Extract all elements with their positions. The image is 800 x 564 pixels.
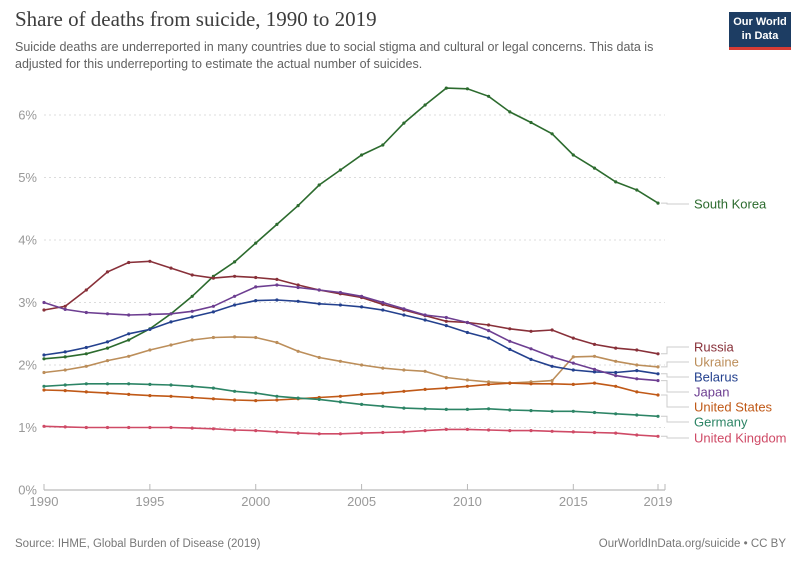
data-point-south-korea: [297, 204, 300, 207]
source-note[interactable]: Source: IHME, Global Burden of Disease (2019): [15, 538, 261, 550]
line-germany[interactable]: [44, 384, 658, 417]
data-point-ukraine: [445, 376, 448, 379]
data-point-germany: [254, 392, 257, 395]
data-point-russia: [487, 323, 490, 326]
data-point-ukraine: [593, 355, 596, 358]
data-point-germany: [466, 408, 469, 411]
data-point-germany: [424, 407, 427, 410]
data-point-ukraine: [466, 378, 469, 381]
label-connector-united-kingdom: [661, 436, 689, 438]
data-point-united-states: [254, 399, 257, 402]
data-point-united-states: [169, 395, 172, 398]
data-point-belarus: [466, 331, 469, 334]
data-point-belarus: [551, 365, 554, 368]
data-point-germany: [212, 387, 215, 390]
data-point-belarus: [106, 340, 109, 343]
data-point-united-states: [424, 388, 427, 391]
data-point-united-kingdom: [148, 426, 151, 429]
data-point-germany: [233, 390, 236, 393]
data-point-germany: [635, 413, 638, 416]
data-point-belarus: [572, 368, 575, 371]
data-point-united-kingdom: [508, 429, 511, 432]
data-point-germany: [508, 408, 511, 411]
data-point-japan: [424, 313, 427, 316]
label-connector-united-states: [661, 395, 689, 407]
data-point-united-states: [212, 397, 215, 400]
data-point-ukraine: [127, 355, 130, 358]
data-point-russia: [445, 320, 448, 323]
data-point-united-states: [42, 388, 45, 391]
owid-logo-line1: Our World: [733, 16, 787, 28]
data-point-germany: [275, 395, 278, 398]
data-point-japan: [212, 305, 215, 308]
data-point-belarus: [529, 358, 532, 361]
owid-logo-line2: in Data: [741, 30, 779, 43]
data-point-belarus: [85, 346, 88, 349]
data-point-ukraine: [148, 348, 151, 351]
data-point-south-korea: [508, 110, 511, 113]
data-point-united-states: [487, 383, 490, 386]
data-point-ukraine: [614, 360, 617, 363]
data-point-japan: [275, 283, 278, 286]
data-point-ukraine: [551, 379, 554, 382]
data-point-ukraine: [212, 336, 215, 339]
data-point-germany: [487, 407, 490, 410]
owid-logo[interactable]: [729, 12, 791, 50]
data-point-south-korea: [487, 95, 490, 98]
data-point-japan: [297, 286, 300, 289]
data-point-russia: [254, 276, 257, 279]
x-tick-label: 1995: [135, 494, 165, 509]
y-tick-label: 1%: [18, 420, 37, 435]
data-point-belarus: [445, 324, 448, 327]
data-point-russia: [614, 347, 617, 350]
data-point-united-states: [635, 390, 638, 393]
data-point-united-states: [572, 383, 575, 386]
data-point-south-korea: [445, 87, 448, 90]
data-point-united-states: [402, 390, 405, 393]
data-point-united-states: [85, 390, 88, 393]
data-point-united-kingdom: [85, 426, 88, 429]
data-point-germany: [339, 400, 342, 403]
data-point-germany: [381, 405, 384, 408]
data-point-united-kingdom: [593, 431, 596, 434]
series-label-ukraine[interactable]: Ukraine: [694, 354, 739, 370]
data-point-japan: [148, 313, 151, 316]
data-point-united-kingdom: [191, 427, 194, 430]
data-point-belarus: [254, 299, 257, 302]
label-connector-russia: [661, 347, 689, 354]
data-point-united-kingdom: [656, 435, 659, 438]
data-point-japan: [169, 312, 172, 315]
data-point-russia: [529, 330, 532, 333]
data-point-south-korea: [529, 121, 532, 124]
data-point-ukraine: [275, 341, 278, 344]
y-tick-label: 4%: [18, 232, 37, 248]
data-point-united-states: [614, 385, 617, 388]
data-point-belarus: [148, 328, 151, 331]
data-point-south-korea: [318, 183, 321, 186]
data-point-south-korea: [614, 180, 617, 183]
data-point-ukraine: [381, 367, 384, 370]
data-point-united-kingdom: [233, 428, 236, 431]
data-point-united-kingdom: [254, 429, 257, 432]
data-point-united-states: [148, 394, 151, 397]
data-point-south-korea: [424, 103, 427, 106]
data-point-germany: [551, 410, 554, 413]
series-label-belarus[interactable]: Belarus: [694, 369, 739, 385]
data-point-japan: [402, 307, 405, 310]
data-point-united-kingdom: [318, 432, 321, 435]
data-point-south-korea: [339, 168, 342, 171]
series-label-south-korea[interactable]: South Korea: [694, 196, 767, 212]
data-point-united-kingdom: [42, 425, 45, 428]
data-point-united-states: [191, 396, 194, 399]
label-connector-germany: [661, 416, 689, 422]
data-point-russia: [212, 277, 215, 280]
data-point-germany: [42, 385, 45, 388]
data-point-germany: [572, 410, 575, 413]
data-point-germany: [64, 383, 67, 386]
data-point-united-states: [275, 398, 278, 401]
data-point-japan: [656, 379, 659, 382]
x-tick-label: 2005: [347, 494, 377, 509]
data-point-ukraine: [635, 363, 638, 366]
data-point-belarus: [635, 369, 638, 372]
line-russia[interactable]: [44, 261, 658, 354]
data-point-japan: [381, 301, 384, 304]
data-point-japan: [233, 295, 236, 298]
data-point-united-kingdom: [360, 432, 363, 435]
data-point-united-states: [656, 393, 659, 396]
data-point-ukraine: [233, 335, 236, 338]
data-point-japan: [127, 313, 130, 316]
data-point-united-kingdom: [212, 427, 215, 430]
data-point-belarus: [64, 350, 67, 353]
data-point-ukraine: [339, 360, 342, 363]
x-tick-label: 1990: [29, 494, 59, 509]
line-united-states[interactable]: [44, 383, 658, 401]
data-point-ukraine: [254, 336, 257, 339]
y-tick-label: 0%: [18, 482, 37, 498]
data-point-belarus: [381, 308, 384, 311]
data-point-united-kingdom: [402, 430, 405, 433]
data-point-russia: [656, 352, 659, 355]
data-point-ukraine: [402, 368, 405, 371]
data-point-south-korea: [635, 188, 638, 191]
data-point-germany: [106, 382, 109, 385]
data-point-united-states: [466, 385, 469, 388]
data-point-ukraine: [360, 363, 363, 366]
data-point-russia: [275, 278, 278, 281]
data-point-ukraine: [169, 343, 172, 346]
data-point-united-kingdom: [297, 432, 300, 435]
data-point-united-kingdom: [381, 431, 384, 434]
data-point-japan: [64, 308, 67, 311]
data-point-south-korea: [572, 153, 575, 156]
data-point-belarus: [318, 302, 321, 305]
data-point-germany: [148, 383, 151, 386]
data-point-russia: [42, 308, 45, 311]
data-point-united-kingdom: [275, 430, 278, 433]
data-point-russia: [593, 343, 596, 346]
data-point-united-kingdom: [551, 430, 554, 433]
data-point-japan: [572, 362, 575, 365]
data-point-united-states: [233, 398, 236, 401]
data-point-south-korea: [360, 153, 363, 156]
data-point-belarus: [191, 315, 194, 318]
data-point-japan: [85, 311, 88, 314]
data-point-ukraine: [106, 359, 109, 362]
data-point-japan: [529, 347, 532, 350]
data-point-united-kingdom: [614, 432, 617, 435]
data-point-united-kingdom: [106, 426, 109, 429]
data-point-belarus: [508, 348, 511, 351]
data-point-united-kingdom: [529, 429, 532, 432]
x-tick-label: 2015: [558, 494, 588, 509]
data-point-united-kingdom: [339, 432, 342, 435]
data-point-united-states: [551, 382, 554, 385]
data-point-south-korea: [254, 242, 257, 245]
label-connector-south-korea: [661, 203, 689, 204]
data-point-japan: [254, 285, 257, 288]
data-point-south-korea: [42, 357, 45, 360]
line-ukraine[interactable]: [44, 337, 658, 383]
data-point-germany: [191, 385, 194, 388]
data-point-japan: [551, 355, 554, 358]
data-point-united-states: [339, 395, 342, 398]
data-point-united-kingdom: [424, 429, 427, 432]
y-tick-label: 5%: [18, 170, 37, 185]
line-south-korea[interactable]: [44, 88, 658, 359]
data-point-russia: [85, 288, 88, 291]
data-point-russia: [551, 328, 554, 331]
data-point-japan: [42, 301, 45, 304]
data-point-ukraine: [42, 371, 45, 374]
data-point-united-kingdom: [64, 425, 67, 428]
data-point-japan: [339, 291, 342, 294]
data-point-japan: [487, 329, 490, 332]
data-point-south-korea: [275, 223, 278, 226]
data-point-united-kingdom: [487, 428, 490, 431]
label-connector-japan: [661, 381, 689, 392]
data-point-belarus: [275, 298, 278, 301]
data-point-russia: [635, 348, 638, 351]
data-point-germany: [656, 415, 659, 418]
data-point-united-kingdom: [572, 430, 575, 433]
x-tick-label: 2019: [643, 494, 673, 509]
data-point-belarus: [127, 332, 130, 335]
data-point-united-states: [529, 382, 532, 385]
data-point-germany: [127, 382, 130, 385]
data-point-ukraine: [572, 355, 575, 358]
data-point-united-states: [445, 387, 448, 390]
series-label-germany[interactable]: Germany: [694, 414, 748, 430]
data-point-south-korea: [233, 260, 236, 263]
data-point-belarus: [656, 372, 659, 375]
data-point-germany: [169, 383, 172, 386]
data-point-south-korea: [85, 352, 88, 355]
data-point-japan: [191, 310, 194, 313]
data-point-belarus: [487, 337, 490, 340]
data-point-south-korea: [551, 132, 554, 135]
data-point-russia: [508, 327, 511, 330]
data-point-united-kingdom: [466, 428, 469, 431]
data-point-russia: [191, 273, 194, 276]
page-title: Share of deaths from suicide, 1990 to 2019: [15, 7, 377, 31]
data-point-belarus: [360, 305, 363, 308]
data-point-japan: [318, 288, 321, 291]
data-point-russia: [169, 267, 172, 270]
data-point-united-states: [360, 393, 363, 396]
data-point-germany: [614, 412, 617, 415]
data-point-ukraine: [656, 365, 659, 368]
data-point-belarus: [233, 303, 236, 306]
data-point-united-states: [106, 392, 109, 395]
x-tick-label: 2010: [452, 494, 482, 509]
data-point-russia: [572, 337, 575, 340]
data-point-united-states: [508, 382, 511, 385]
data-point-russia: [127, 261, 130, 264]
chart-subtitle: Suicide deaths are underreported in many countries due to social stigma and cultural or legal concerns. This data is adjusted for this underreporting to estimate the actual number of suicides.: [15, 40, 654, 72]
data-point-ukraine: [64, 368, 67, 371]
data-point-belarus: [402, 313, 405, 316]
data-point-ukraine: [318, 356, 321, 359]
data-point-south-korea: [127, 338, 130, 341]
data-point-germany: [402, 407, 405, 410]
data-point-south-korea: [593, 167, 596, 170]
series-label-united-states[interactable]: United States: [694, 399, 773, 415]
label-connector-ukraine: [661, 362, 689, 367]
data-point-germany: [318, 398, 321, 401]
data-point-south-korea: [106, 347, 109, 350]
data-point-belarus: [212, 310, 215, 313]
data-point-ukraine: [424, 370, 427, 373]
data-point-belarus: [614, 371, 617, 374]
data-point-japan: [360, 295, 363, 298]
data-point-united-states: [127, 393, 130, 396]
data-point-belarus: [297, 300, 300, 303]
data-point-south-korea: [64, 355, 67, 358]
data-point-south-korea: [466, 87, 469, 90]
data-point-south-korea: [381, 143, 384, 146]
series-label-russia[interactable]: Russia: [694, 339, 734, 355]
series-label-japan[interactable]: Japan: [694, 384, 730, 400]
data-point-japan: [445, 316, 448, 319]
data-point-ukraine: [191, 338, 194, 341]
label-connector-belarus: [661, 374, 689, 377]
data-point-russia: [148, 260, 151, 263]
data-point-germany: [297, 397, 300, 400]
data-point-germany: [529, 409, 532, 412]
data-point-germany: [85, 382, 88, 385]
data-point-united-states: [64, 389, 67, 392]
data-point-united-kingdom: [445, 428, 448, 431]
data-point-south-korea: [191, 295, 194, 298]
data-point-russia: [64, 305, 67, 308]
data-point-russia: [233, 275, 236, 278]
data-point-japan: [106, 312, 109, 315]
data-point-japan: [614, 374, 617, 377]
data-point-ukraine: [297, 350, 300, 353]
data-point-united-states: [593, 382, 596, 385]
data-point-united-kingdom: [127, 426, 130, 429]
data-point-belarus: [339, 303, 342, 306]
y-tick-label: 3%: [18, 295, 37, 310]
data-point-belarus: [424, 318, 427, 321]
x-tick-label: 2000: [241, 494, 271, 509]
data-point-ukraine: [85, 365, 88, 368]
data-point-japan: [466, 321, 469, 324]
license-note[interactable]: OurWorldInData.org/suicide • CC BY: [598, 538, 786, 550]
data-point-germany: [593, 411, 596, 414]
data-point-japan: [508, 340, 511, 343]
data-point-belarus: [169, 320, 172, 323]
data-point-south-korea: [402, 122, 405, 125]
data-point-united-states: [381, 392, 384, 395]
data-point-south-korea: [656, 202, 659, 205]
data-point-belarus: [42, 353, 45, 356]
data-point-japan: [593, 368, 596, 371]
data-point-russia: [106, 270, 109, 273]
y-tick-label: 6%: [18, 107, 37, 123]
data-point-united-kingdom: [169, 426, 172, 429]
data-point-united-kingdom: [635, 433, 638, 436]
series-label-united-kingdom[interactable]: United Kingdom: [694, 430, 787, 446]
data-point-germany: [445, 408, 448, 411]
data-point-japan: [635, 377, 638, 380]
data-point-germany: [360, 403, 363, 406]
y-tick-label: 2%: [18, 357, 37, 373]
